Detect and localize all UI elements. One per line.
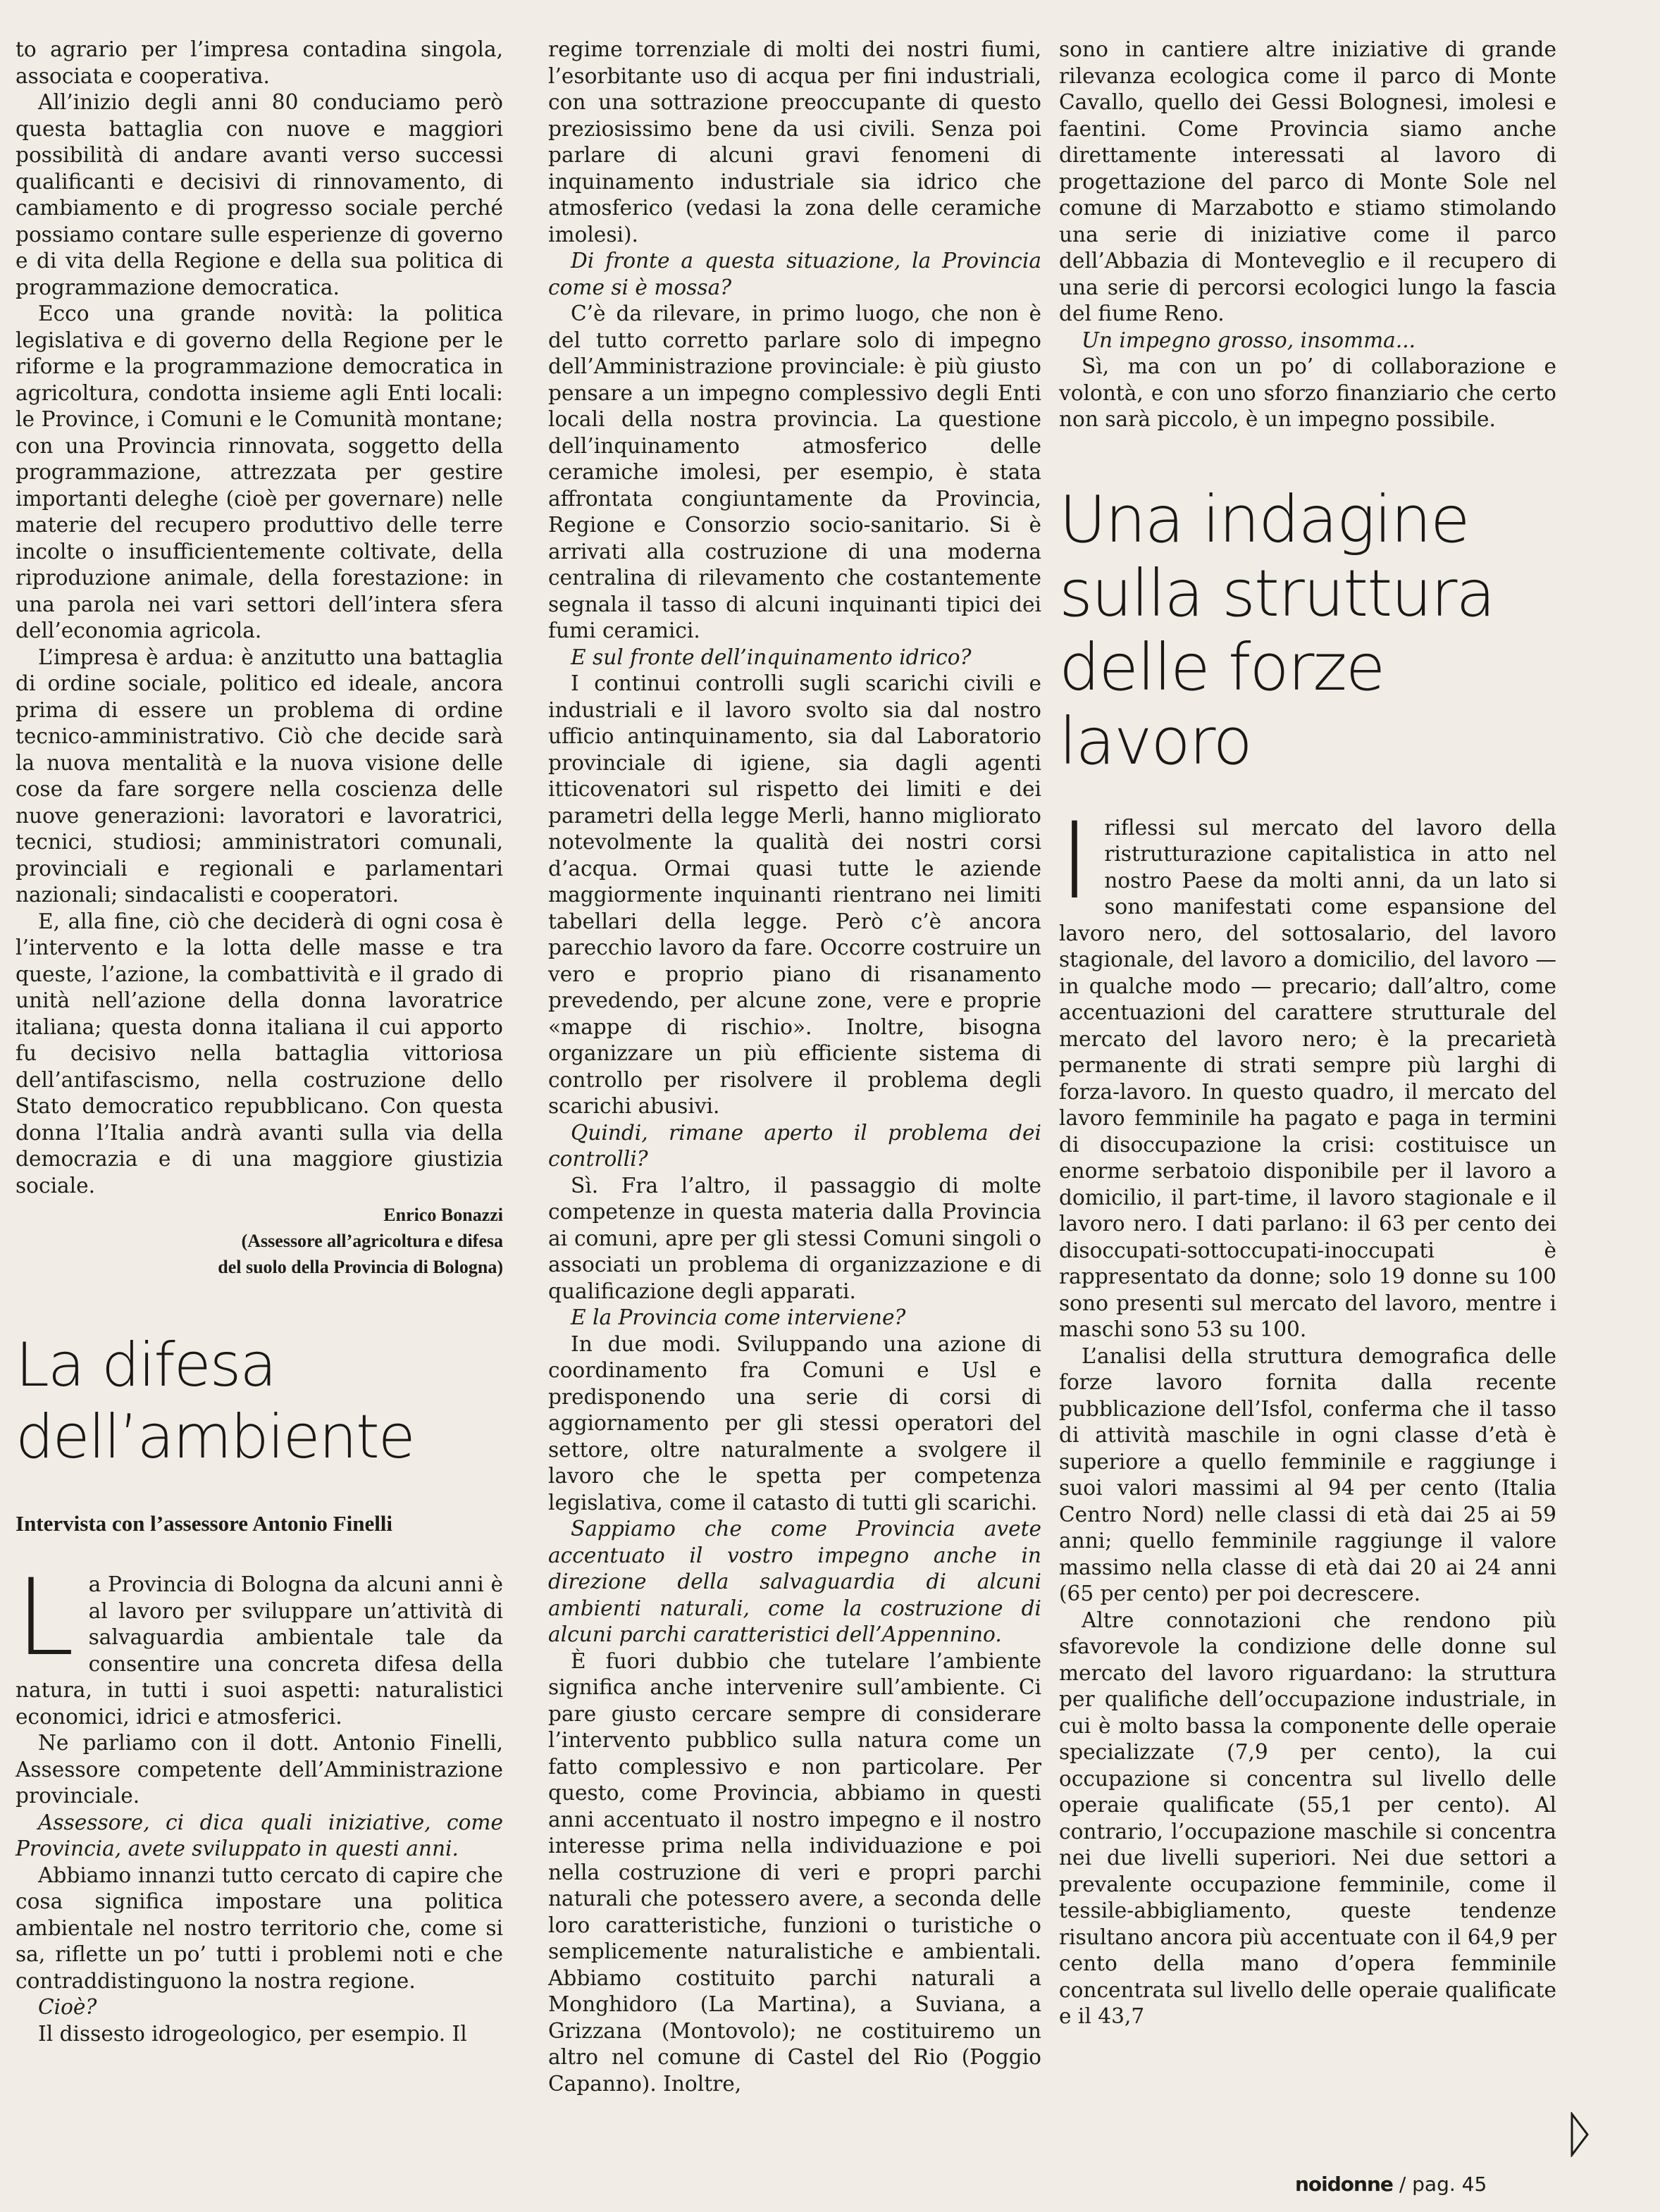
page-footer [1295, 2173, 1487, 2196]
article-subhead: Intervista con l’assessore Antonio Finelli [16, 1511, 393, 1536]
interview-question: Quindi, rimane aperto il problema dei controlli? [548, 1120, 1041, 1171]
page-number: 45 [1461, 2173, 1487, 2196]
footer-separator: / [1399, 2173, 1406, 2196]
interview-question: E la Provincia come interviene? [571, 1305, 906, 1329]
interview-question: Sappiamo che come Provincia avete accentuato il vostro impegno anche in direzione della salvaguardia di alcuni ambienti naturali, come la costruzione di alcuni parchi caratteristici dell’Appennino. [548, 1517, 1041, 1646]
author-signature [16, 1202, 503, 1280]
paragraph: C’è da rilevare, in primo luogo, che non è del tutto corretto parlare solo di impegno dell’Amministrazione provinciale: è più giusto pensare a un impegno complessivo degli Enti locali della nostra provincia. La questione dell’inquinamento atmosferico delle ceramiche imolesi, per esempio, è stata affrontata congiuntamente da Provincia, Regione e Consorzio socio-sanitario. Si è arrivati alla costruzione di una moderna centralina di rilevamento che costantemente segnala il tasso di alcuni inquinanti tipici dei fumi ceramici. [548, 302, 1041, 642]
paragraph: Sì, ma con un po’ di collaborazione e volontà, e con uno sforzo finanziario che certo non sarà piccolo, è un impegno possibile. [1059, 354, 1556, 431]
paragraph: Altre connotazioni che rendono più sfavorevole la condizione delle donne sul mercato del lavoro riguardano: la struttura per qualifiche dell’occupazione industriale, in cui è molto bassa la componente delle operaie specializzate (7,9 per cento), la cui occupazione si concentra sul livello delle operaie qualificate (55,1 per cento). Al contrario, l’occupazione maschile si concentra nei due livelli superiori. Nei due settori a prevalente occupazione femminile, come il tessile-abbigliamento, queste tendenze risultano ancora più accentuate con il 64,9 per cento della mano d’opera femminile concentrata sul livello delle operaie qualificate e il 43,7 [1059, 1608, 1556, 2028]
page-label: pag. [1412, 2173, 1456, 2196]
interview-question: E sul fronte dell’inquinamento idrico? [571, 645, 972, 669]
drop-cap: L [16, 1557, 75, 1679]
paragraph: sono in cantiere altre iniziative di grande rilevanza ecologica come il parco di Monte Cavallo, quello dei Gessi Bolognesi, imolesi e faentini. Come Provincia siamo anche direttamente interessati al lavoro di progettazione del parco di Monte Sole nel comune di Marzabotto e stiamo stimolando una serie di iniziative come il parco dell’Abbazia di Monteveglio e il recupero di una serie di percorsi ecologici lungo la fascia del fiume Reno. [1059, 37, 1556, 325]
paragraph: All’inizio degli anni 80 conduciamo però questa battaglia con nuove e maggiori possibilità di andare avanti verso successi qualificanti e decisivi di rinnovamento, di cambiamento e di progresso sociale perché possiamo contare sulle esperienze di governo e di vita della Regione e della sua politica di programmazione democratica. [16, 90, 503, 299]
paragraph: Ecco una grande novità: la politica legislativa e di governo della Regione per le riforme e la programmazione democratica in agricoltura, condotta insieme agli Enti locali: le Province, i Comuni e le Comunità montane; con una Provincia rinnovata, soggetto della programmazione, attrezzata per gestire importanti deleghe (cioè per governare) nelle materie del recupero produttivo delle terre incolte o insufficientemente coltivate, della riproduzione animale, della forestazione: in una parola nei vari settori dell’intera sfera dell’economia agricola. [16, 302, 503, 642]
article-headline: La difesa dell’ambiente [16, 1330, 414, 1472]
paragraph: L’analisi della struttura demografica delle forze lavoro fornita dalla recente pubblicazione dell’Isfol, conferma che il tasso di attività maschile in ogni classe d’età è superiore a quello femminile e raggiunge i suoi valori massimi al 94 per cento (Italia Centro Nord) nelle classi di età dai 25 ai 59 anni; quello femminile raggiunge il valore massimo nella classe di età dai 20 ai 24 anni (65 per cento) per poi decrescere. [1059, 1343, 1556, 1605]
paragraph: Il dissesto idrogeologico, per esempio. Il [38, 2021, 467, 2046]
author-name: Enrico Bonazzi [383, 1205, 503, 1225]
paragraph: E, alla fine, ciò che deciderà di ogni cosa è l’intervento e la lotta delle masse e tra queste, l’azione, la combattività e il grado di unità nell’azione della donna lavoratrice italiana; questa donna italiana il cui apporto fu decisivo nella battaglia vittoriosa dell’antifascismo, nella costruzione dello Stato democratico repubblicano. Con questa donna l’Italia andrà avanti sulla via della democrazia e di una maggiore giustizia sociale. [16, 909, 503, 1198]
interview-question: Di fronte a questa situazione, la Provincia come si è mossa? [548, 249, 1041, 299]
paragraph: regime torrenziale di molti dei nostri fiumi, l’esorbitante uso di acqua per fini industriali, con una sottrazione preoccupante di questo preziosissimo bene da usi civili. Senza poi parlare di alcuni gravi fenomeni di inquinamento industriale sia idrico che atmosferico (vedasi la zona delle ceramiche imolesi). [548, 37, 1041, 247]
paragraph: In due modi. Sviluppando una azione di coordinamento fra Comuni e Usl e predisponendo una serie di corsi di aggiornamento per gli stessi operatori del settore, oltre naturalmente a svolgere il lavoro che le spetta per competenza legislativa, come il catasto di tutti gli scarichi. [548, 1331, 1041, 1515]
drop-cap: I [1059, 800, 1091, 923]
paragraph: I continui controlli sugli scarichi civili e industriali e il lavoro svolto sia dal nostro ufficio antinquinamento, sia dal Laboratorio provinciale di igiene, sia dagli agenti itticovenatori sul rispetto dei limiti e dei parametri della legge Merli, hanno migliorato notevolmente la qualità dei nostri corsi d’acqua. Ormai quasi tutte le aziende maggiormente inquinanti rientrano nei limiti tabellari della legge. Però c’è ancora parecchio lavoro da fare. Occorre costruire un vero e proprio piano di risanamento prevedendo, per alcune zone, vere e proprie «mappe di rischio». Inoltre, bisogna organizzare un più efficiente sistema di controllo per risolvere il problema degli scarichi abusivi. [548, 671, 1041, 1118]
intro-paragraph [1059, 800, 1556, 1343]
author-role: del suolo della Provincia di Bologna) [218, 1257, 503, 1277]
paragraph: È fuori dubbio che tutelare l’ambiente significa anche intervenire sull’ambiente. Ci pare giusto cercare sempre di considerare l’intervento pubblico sulla natura come un fatto complessivo e non particolare. Per questo, come Provincia, abbiamo in questi anni accentuato il nostro impegno e il nostro interesse prima nella individuazione e poi nella costruzione di veri e propri parchi naturali che potessero avere, a seconda delle loro caratteristiche, funzioni o turistiche o semplicemente naturalistiche e ambientali. Abbiamo costituito parchi naturali a Monghidoro (La Martina), a Suviana, a Grizzana (Montovolo); ne costituiremo un altro nel comune di Castel del Rio (Poggio Capanno). Inoltre, [548, 1648, 1041, 2096]
intro-paragraph [16, 1557, 503, 1730]
interview-question: Cioè? [38, 1995, 97, 2019]
interview-question: Un impegno grosso, insomma... [1082, 328, 1416, 352]
intro-text: a Provincia di Bologna da alcuni anni è al lavoro per sviluppare un’attività di salvaguardia ambientale tale da consentire una concreta difesa della natura, in tutti i suoi aspetti: naturalistici economici, idrici e atmosferici. [16, 1572, 503, 1729]
paragraph: Ne parliamo con il dott. Antonio Finelli, Assessore competente dell’Amministrazione provinciale. [16, 1731, 503, 1808]
interview-question: Assessore, ci dica quali iniziative, come Provincia, avete sviluppato in questi anni. [16, 1810, 503, 1860]
column-right [1059, 37, 1556, 2030]
article-headline: Una indagine sulla struttura delle forze lavoro [1059, 481, 1494, 779]
paragraph: Sì. Fra l’altro, il passaggio di molte competenze in questa materia dalla Provincia ai comuni, apre per gli stessi Comuni singoli o associati un problema di organizzazione e di qualificazione degli apparati. [548, 1173, 1041, 1303]
paragraph: L’impresa è ardua: è anzitutto una battaglia di ordine sociale, politico ed ideale, ancora prima di essere un problema di ordine tecnico-amministrativo. Ciò che decide sarà la nuova mentalità e la nuova visione delle cose da fare sorgere nella coscienza delle nuove generazioni: lavoratori e lavoratrici, tecnici, studiosi; amministratori comunali, provinciali e regionali e parlamentari nazionali; sindacalisti e cooperatori. [16, 645, 503, 907]
column-left [16, 37, 503, 2047]
continue-arrow-icon [1570, 2112, 1590, 2157]
paragraph: Abbiamo innanzi tutto cercato di capire che cosa significa impostare una politica ambientale nel nostro territorio che, come si sa, riflette un po’ tutti i problemi noti e che contraddistinguono la nostra regione. [16, 1863, 503, 1993]
magazine-brand: noidonne [1295, 2173, 1393, 2196]
author-role: (Assessore all’agricoltura e difesa [241, 1231, 503, 1251]
intro-text: riflessi sul mercato del lavoro della ristrutturazione capitalistica in atto nel nostro Paese da molti anni, da un lato si sono manifestati come espansione del lavoro nero, del sottosalario, del lavoro stagionale, del lavoro a domicilio, del lavoro — in qualche modo — precario; dall’altro, come accentuazioni del carattere strutturale del mercato del lavoro nero; è la precarietà permanente di strati sempre più larghi di forza-lavoro. In questo quadro, il mercato del lavoro femminile ha pagato e paga in termini di disoccupazione la crisi: costituisce un enorme serbatoio disponibile per il lavoro a domicilio, il part-time, il lavoro stagionale e il lavoro nero. I dati parlano: il 63 per cento dei disoccupati-sottoccupati-inoccupati è rappresentato da donne; solo 19 donne su 100 sono presenti sul mercato del lavoro, mentre i maschi sono 53 su 100. [1059, 815, 1556, 1341]
paragraph: to agrario per l’impresa contadina singola, associata e cooperativa. [16, 37, 503, 88]
column-middle [548, 37, 1041, 2097]
